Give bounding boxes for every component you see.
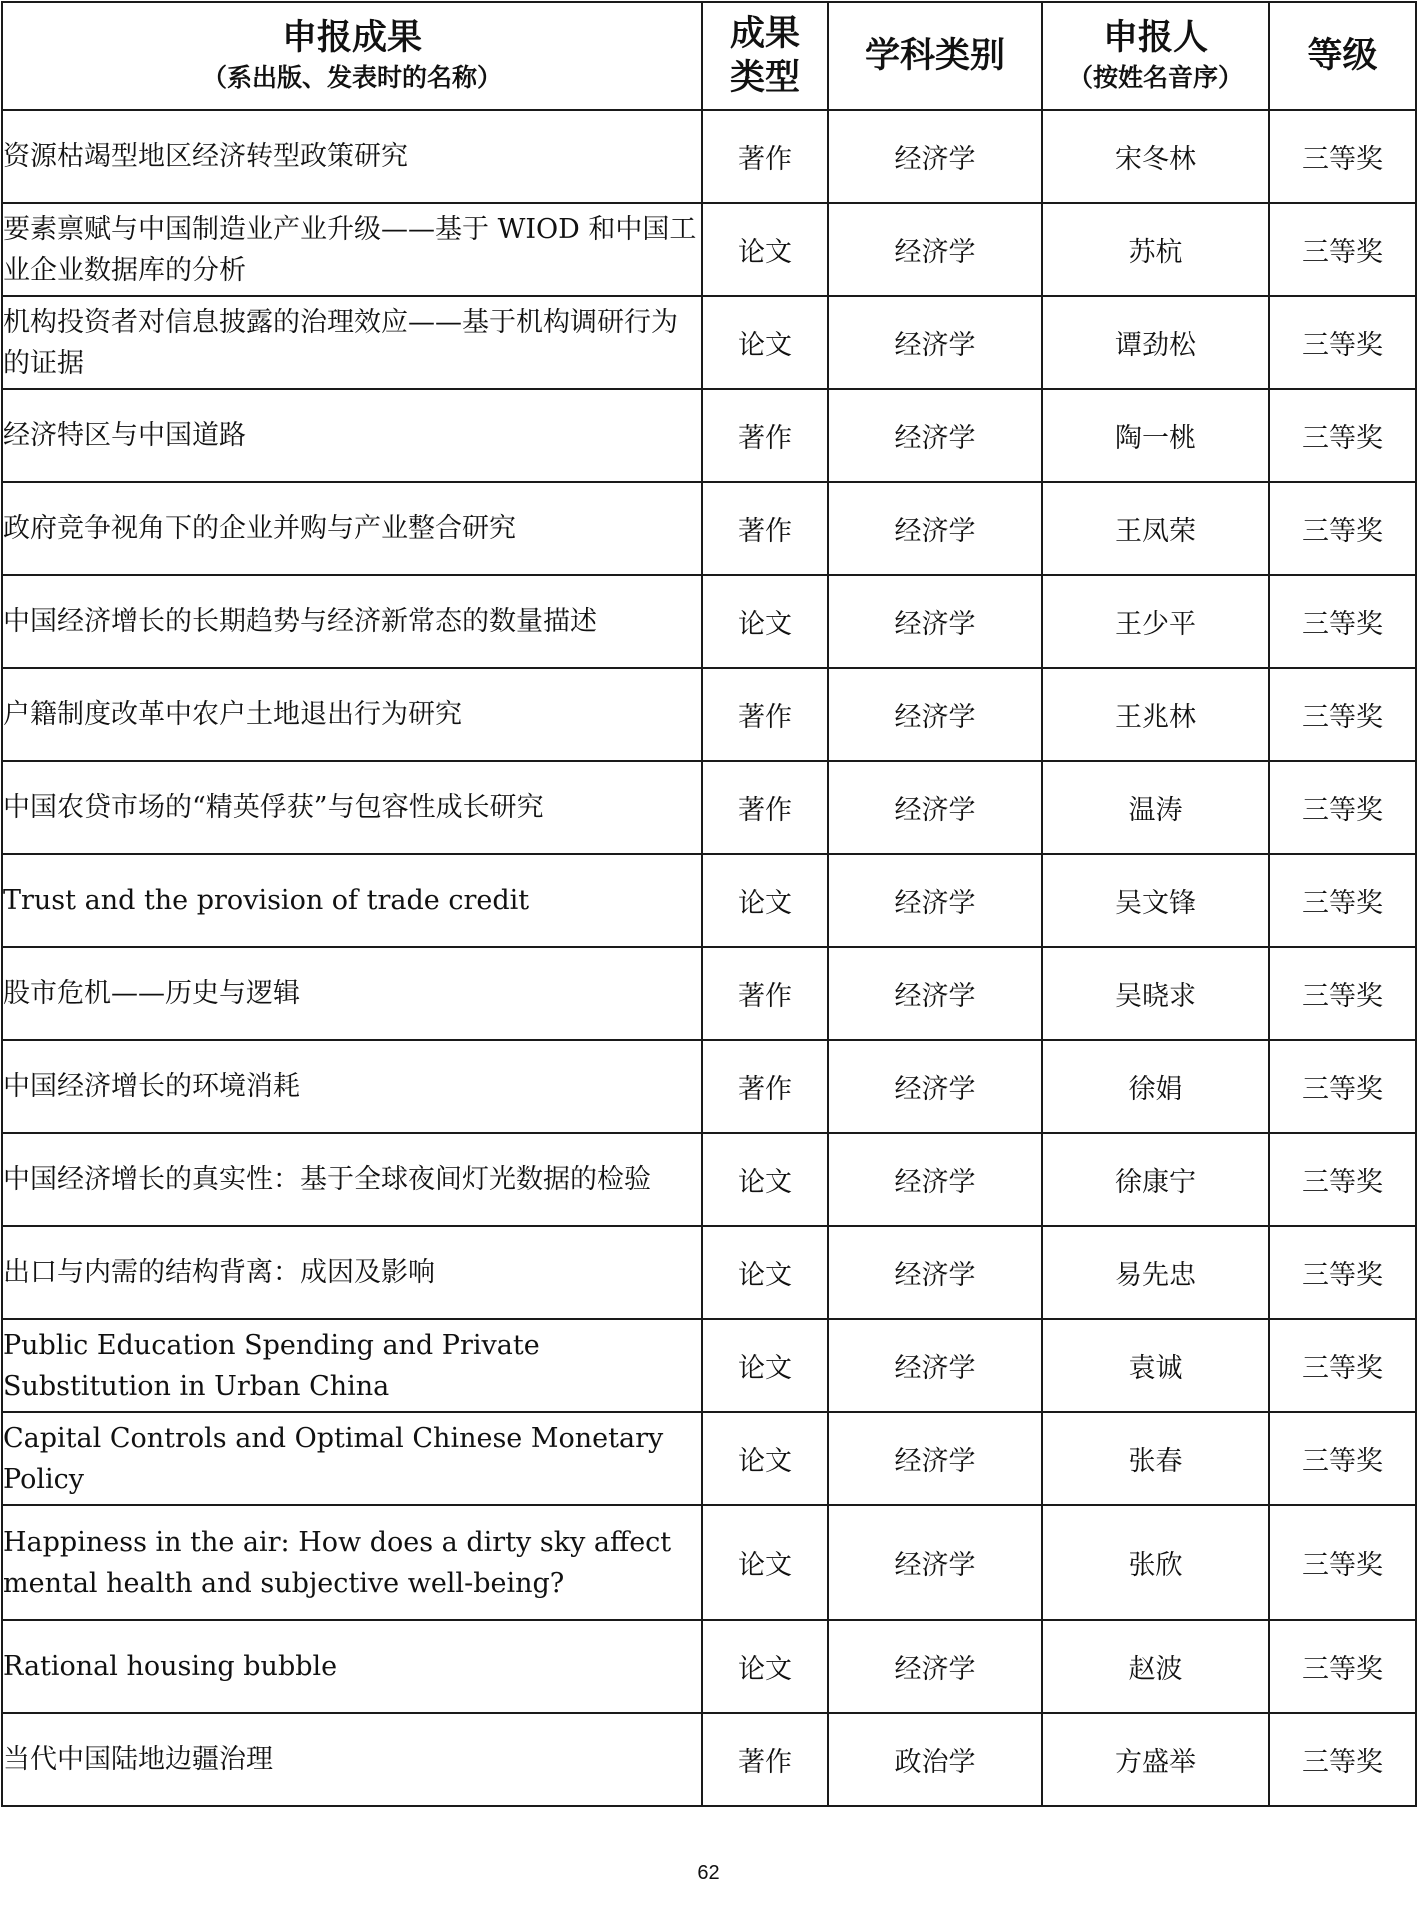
- discipline-cell: 经济学: [828, 854, 1042, 947]
- achievement-title-cell: 中国经济增长的真实性：基于全球夜间灯光数据的检验: [2, 1133, 702, 1226]
- achievement-type-cell: 论文: [702, 203, 828, 296]
- applicant-cell: 温涛: [1042, 761, 1269, 854]
- table-row: [2, 575, 1416, 668]
- header-type-line1: 成果: [729, 14, 800, 54]
- applicant-cell: 方盛举: [1042, 1713, 1269, 1806]
- discipline-cell: 经济学: [828, 389, 1042, 482]
- header-grade: [1269, 2, 1416, 110]
- award-grade-cell: 三等奖: [1269, 1713, 1416, 1806]
- table-row: [2, 1319, 1416, 1412]
- achievement-title-cell: Public Education Spending and Private Substitution in Urban China: [2, 1319, 702, 1412]
- applicant-cell: 吴文锋: [1042, 854, 1269, 947]
- header-applicant-main: 申报人: [1102, 18, 1208, 58]
- achievement-type-cell: 著作: [702, 668, 828, 761]
- discipline-cell: 经济学: [828, 1620, 1042, 1713]
- achievement-title-cell: Trust and the provision of trade credit: [2, 854, 702, 947]
- achievement-title-cell: 出口与内需的结构背离：成因及影响: [2, 1226, 702, 1319]
- achievement-title-cell: 中国经济增长的环境消耗: [2, 1040, 702, 1133]
- award-grade-cell: 三等奖: [1269, 110, 1416, 203]
- table-row: [2, 1620, 1416, 1713]
- award-grade-cell: 三等奖: [1269, 1040, 1416, 1133]
- table-row: [2, 1505, 1416, 1620]
- applicant-cell: 吴晓求: [1042, 947, 1269, 1040]
- award-grade-cell: 三等奖: [1269, 296, 1416, 389]
- header-applicant-sub: （按姓名音序）: [1067, 63, 1243, 92]
- award-grade-cell: 三等奖: [1269, 482, 1416, 575]
- achievement-title-cell: 中国农贷市场的“精英俘获”与包容性成长研究: [2, 761, 702, 854]
- discipline-cell: 经济学: [828, 668, 1042, 761]
- header-discipline: [828, 2, 1042, 110]
- discipline-cell: 经济学: [828, 203, 1042, 296]
- applicant-cell: 王凤荣: [1042, 482, 1269, 575]
- achievement-type-cell: 论文: [702, 1505, 828, 1620]
- achievement-type-cell: 论文: [702, 1319, 828, 1412]
- award-grade-cell: 三等奖: [1269, 389, 1416, 482]
- achievement-type-cell: 著作: [702, 1040, 828, 1133]
- header-grade-label: 等级: [1307, 36, 1378, 76]
- header-type-line2: 类型: [729, 58, 800, 98]
- header-achievement-sub: （系出版、发表时的名称）: [201, 63, 502, 92]
- discipline-cell: 经济学: [828, 1133, 1042, 1226]
- achievement-title-cell: 当代中国陆地边疆治理: [2, 1713, 702, 1806]
- table-row: [2, 389, 1416, 482]
- header-achievement-main: 申报成果: [281, 18, 422, 58]
- applicant-cell: 王少平: [1042, 575, 1269, 668]
- applicant-cell: 赵波: [1042, 1620, 1269, 1713]
- award-grade-cell: 三等奖: [1269, 203, 1416, 296]
- applicant-cell: 陶一桃: [1042, 389, 1269, 482]
- applicant-cell: 易先忠: [1042, 1226, 1269, 1319]
- award-grade-cell: 三等奖: [1269, 1319, 1416, 1412]
- table-header-row: [2, 2, 1416, 110]
- award-grade-cell: 三等奖: [1269, 947, 1416, 1040]
- header-discipline-label: 学科类别: [864, 36, 1005, 76]
- discipline-cell: 经济学: [828, 296, 1042, 389]
- applicant-cell: 王兆林: [1042, 668, 1269, 761]
- achievement-title-cell: 资源枯竭型地区经济转型政策研究: [2, 110, 702, 203]
- award-grade-cell: 三等奖: [1269, 761, 1416, 854]
- discipline-cell: 经济学: [828, 761, 1042, 854]
- achievement-title-cell: 经济特区与中国道路: [2, 389, 702, 482]
- award-grade-cell: 三等奖: [1269, 575, 1416, 668]
- achievement-title-cell: Capital Controls and Optimal Chinese Monetary Policy: [2, 1412, 702, 1505]
- page-number: 62: [697, 1862, 720, 1884]
- table-row: [2, 110, 1416, 203]
- discipline-cell: 经济学: [828, 575, 1042, 668]
- award-grade-cell: 三等奖: [1269, 1505, 1416, 1620]
- achievement-type-cell: 著作: [702, 389, 828, 482]
- discipline-cell: 经济学: [828, 1412, 1042, 1505]
- achievement-title-cell: 机构投资者对信息披露的治理效应——基于机构调研行为的证据: [2, 296, 702, 389]
- header-achievement: [2, 2, 702, 110]
- awards-table: [1, 1, 1417, 1807]
- achievement-type-cell: 论文: [702, 1620, 828, 1713]
- award-grade-cell: 三等奖: [1269, 854, 1416, 947]
- table-row: [2, 203, 1416, 296]
- achievement-title-cell: Rational housing bubble: [2, 1620, 702, 1713]
- discipline-cell: 经济学: [828, 1040, 1042, 1133]
- discipline-cell: 经济学: [828, 1505, 1042, 1620]
- award-grade-cell: 三等奖: [1269, 1226, 1416, 1319]
- discipline-cell: 经济学: [828, 1319, 1042, 1412]
- table-row: [2, 1133, 1416, 1226]
- table-row: [2, 296, 1416, 389]
- discipline-cell: 政治学: [828, 1713, 1042, 1806]
- table-row: [2, 1713, 1416, 1806]
- achievement-title-cell: 中国经济增长的长期趋势与经济新常态的数量描述: [2, 575, 702, 668]
- achievement-type-cell: 论文: [702, 296, 828, 389]
- discipline-cell: 经济学: [828, 1226, 1042, 1319]
- award-grade-cell: 三等奖: [1269, 668, 1416, 761]
- achievement-type-cell: 著作: [702, 1713, 828, 1806]
- table-row: [2, 482, 1416, 575]
- award-grade-cell: 三等奖: [1269, 1620, 1416, 1713]
- achievement-type-cell: 著作: [702, 761, 828, 854]
- header-type: [702, 2, 828, 110]
- table-row: [2, 854, 1416, 947]
- applicant-cell: 谭劲松: [1042, 296, 1269, 389]
- table-row: [2, 1040, 1416, 1133]
- applicant-cell: 宋冬林: [1042, 110, 1269, 203]
- discipline-cell: 经济学: [828, 482, 1042, 575]
- achievement-title-cell: 户籍制度改革中农户土地退出行为研究: [2, 668, 702, 761]
- discipline-cell: 经济学: [828, 110, 1042, 203]
- achievement-type-cell: 论文: [702, 575, 828, 668]
- applicant-cell: 袁诚: [1042, 1319, 1269, 1412]
- applicant-cell: 张春: [1042, 1412, 1269, 1505]
- achievement-type-cell: 著作: [702, 482, 828, 575]
- award-grade-cell: 三等奖: [1269, 1133, 1416, 1226]
- achievement-type-cell: 论文: [702, 1226, 828, 1319]
- applicant-cell: 苏杭: [1042, 203, 1269, 296]
- applicant-cell: 张欣: [1042, 1505, 1269, 1620]
- table-row: [2, 668, 1416, 761]
- table-row: [2, 1412, 1416, 1505]
- applicant-cell: 徐康宁: [1042, 1133, 1269, 1226]
- achievement-type-cell: 论文: [702, 1412, 828, 1505]
- achievement-title-cell: 政府竞争视角下的企业并购与产业整合研究: [2, 482, 702, 575]
- achievement-title-cell: 要素禀赋与中国制造业产业升级——基于 WIOD 和中国工业企业数据库的分析: [2, 203, 702, 296]
- table-row: [2, 761, 1416, 854]
- applicant-cell: 徐娟: [1042, 1040, 1269, 1133]
- achievement-title-cell: 股市危机——历史与逻辑: [2, 947, 702, 1040]
- achievement-type-cell: 论文: [702, 854, 828, 947]
- award-grade-cell: 三等奖: [1269, 1412, 1416, 1505]
- achievement-type-cell: 著作: [702, 947, 828, 1040]
- table-row: [2, 947, 1416, 1040]
- discipline-cell: 经济学: [828, 947, 1042, 1040]
- achievement-title-cell: Happiness in the air: How does a dirty sky affect mental health and subjective well-being?: [2, 1505, 702, 1620]
- table-row: [2, 1226, 1416, 1319]
- achievement-type-cell: 著作: [702, 110, 828, 203]
- achievement-type-cell: 论文: [702, 1133, 828, 1226]
- header-applicant: [1042, 2, 1269, 110]
